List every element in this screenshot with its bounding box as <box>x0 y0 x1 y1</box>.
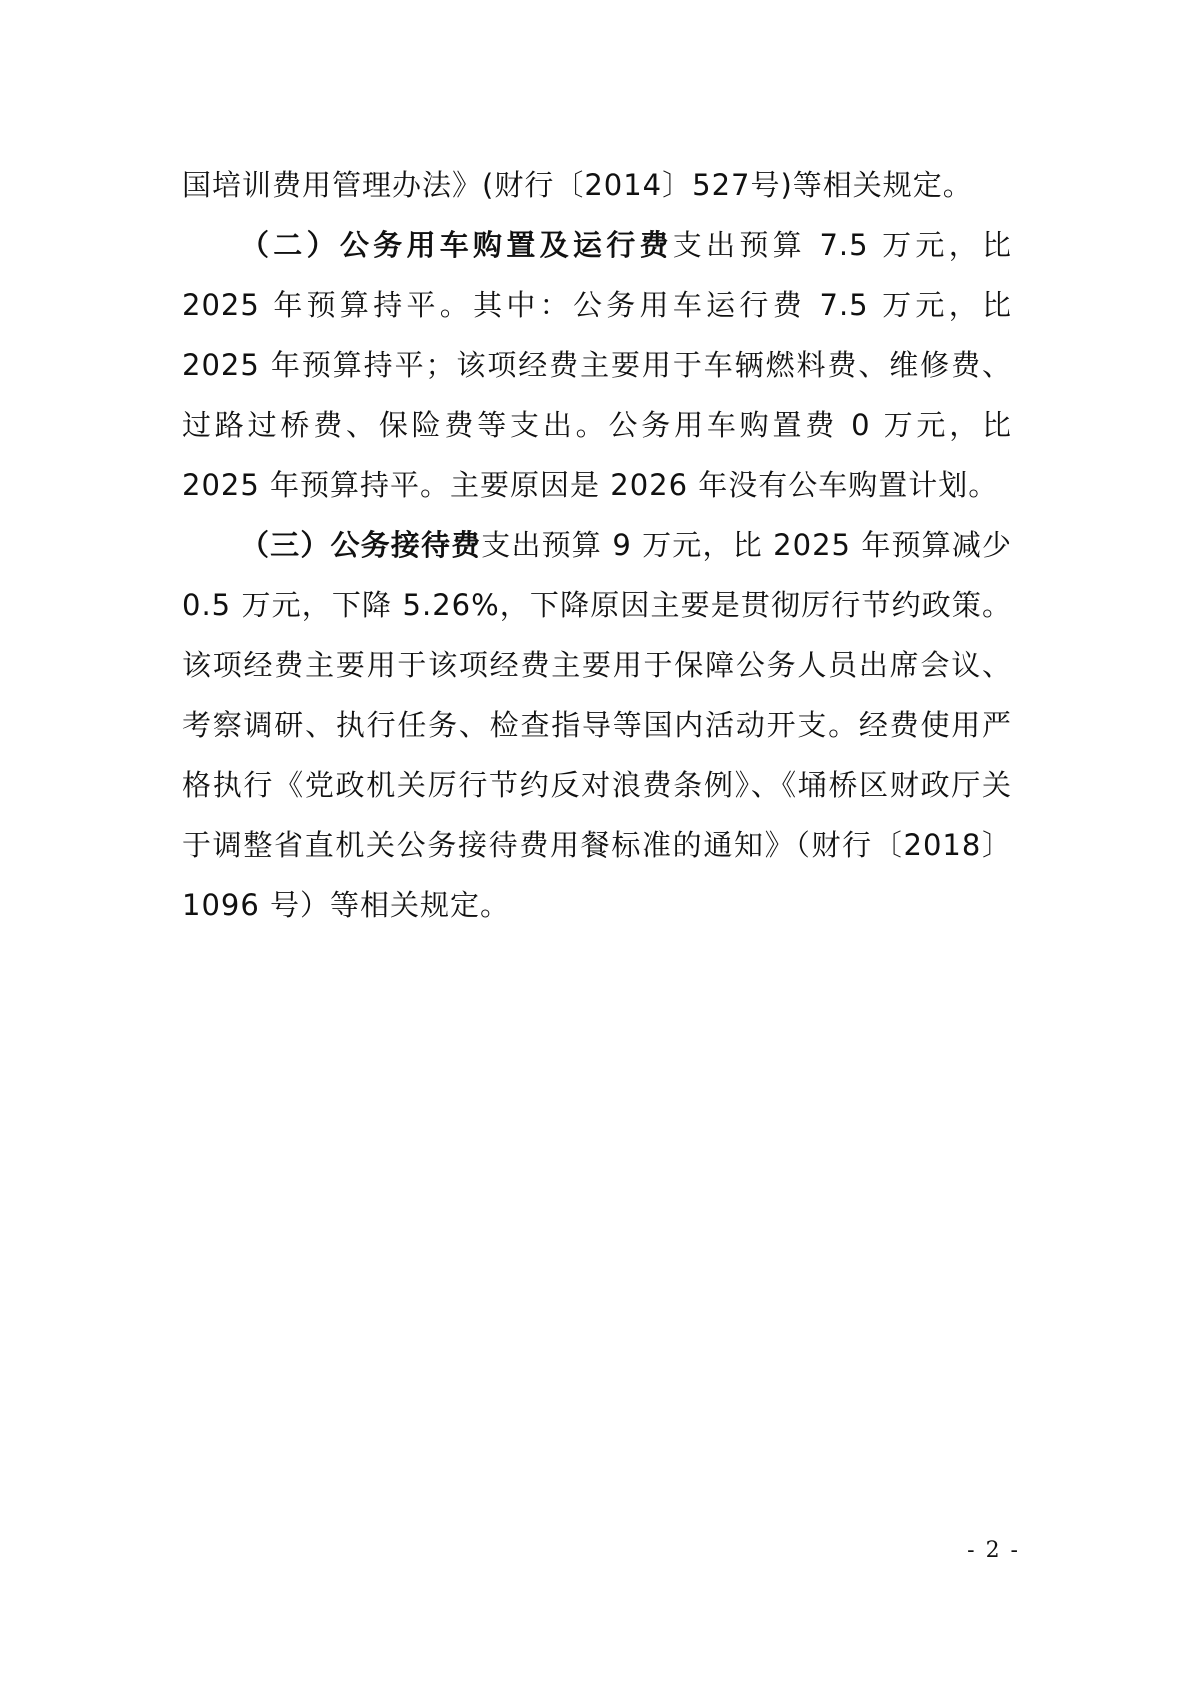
paragraph-vehicle-expenses <box>182 215 1012 515</box>
paragraph-reception-expenses <box>182 515 1012 935</box>
section-heading-vehicle: （二）公务用车购置及运行费 <box>240 228 673 262</box>
paragraph-text: 支出预算 7.5 万元，比 2025 年预算持平。其中：公务用车运行费 7.5 万元，比 2025 年预算持平；该项经费主要用于车辆燃料费、维修费、过路过桥费、保险费等支出。公务用车购置费 0 万元，比 2025 年预算持平。主要原因是 2026 年没有公车购置计划。 <box>182 228 1012 502</box>
paragraph-continuation <box>182 155 1012 215</box>
page-number: - 2 - <box>967 1538 1020 1563</box>
paragraph-text: 国培训费用管理办法》(财行〔2014〕527号)等相关规定。 <box>182 168 973 202</box>
paragraph-text: 支出预算 9 万元，比 2025 年预算减少 0.5 万元，下降 5.26%，下降原因主要是贯彻厉行节约政策。该项经费主要用于该项经费主要用于保障公务人员出席会议、考察调研、执行任务、检查指导等国内活动开支。经费使用严格执行《党政机关厉行节约反对浪费条例》、《埇桥区财政厅关于调整省直机关公务接待费用餐标准的通知》（财行〔2018〕1096 号）等相关规定。 <box>182 528 1012 922</box>
section-heading-reception: （三）公务接待费 <box>240 528 482 562</box>
document-body <box>182 155 1012 935</box>
